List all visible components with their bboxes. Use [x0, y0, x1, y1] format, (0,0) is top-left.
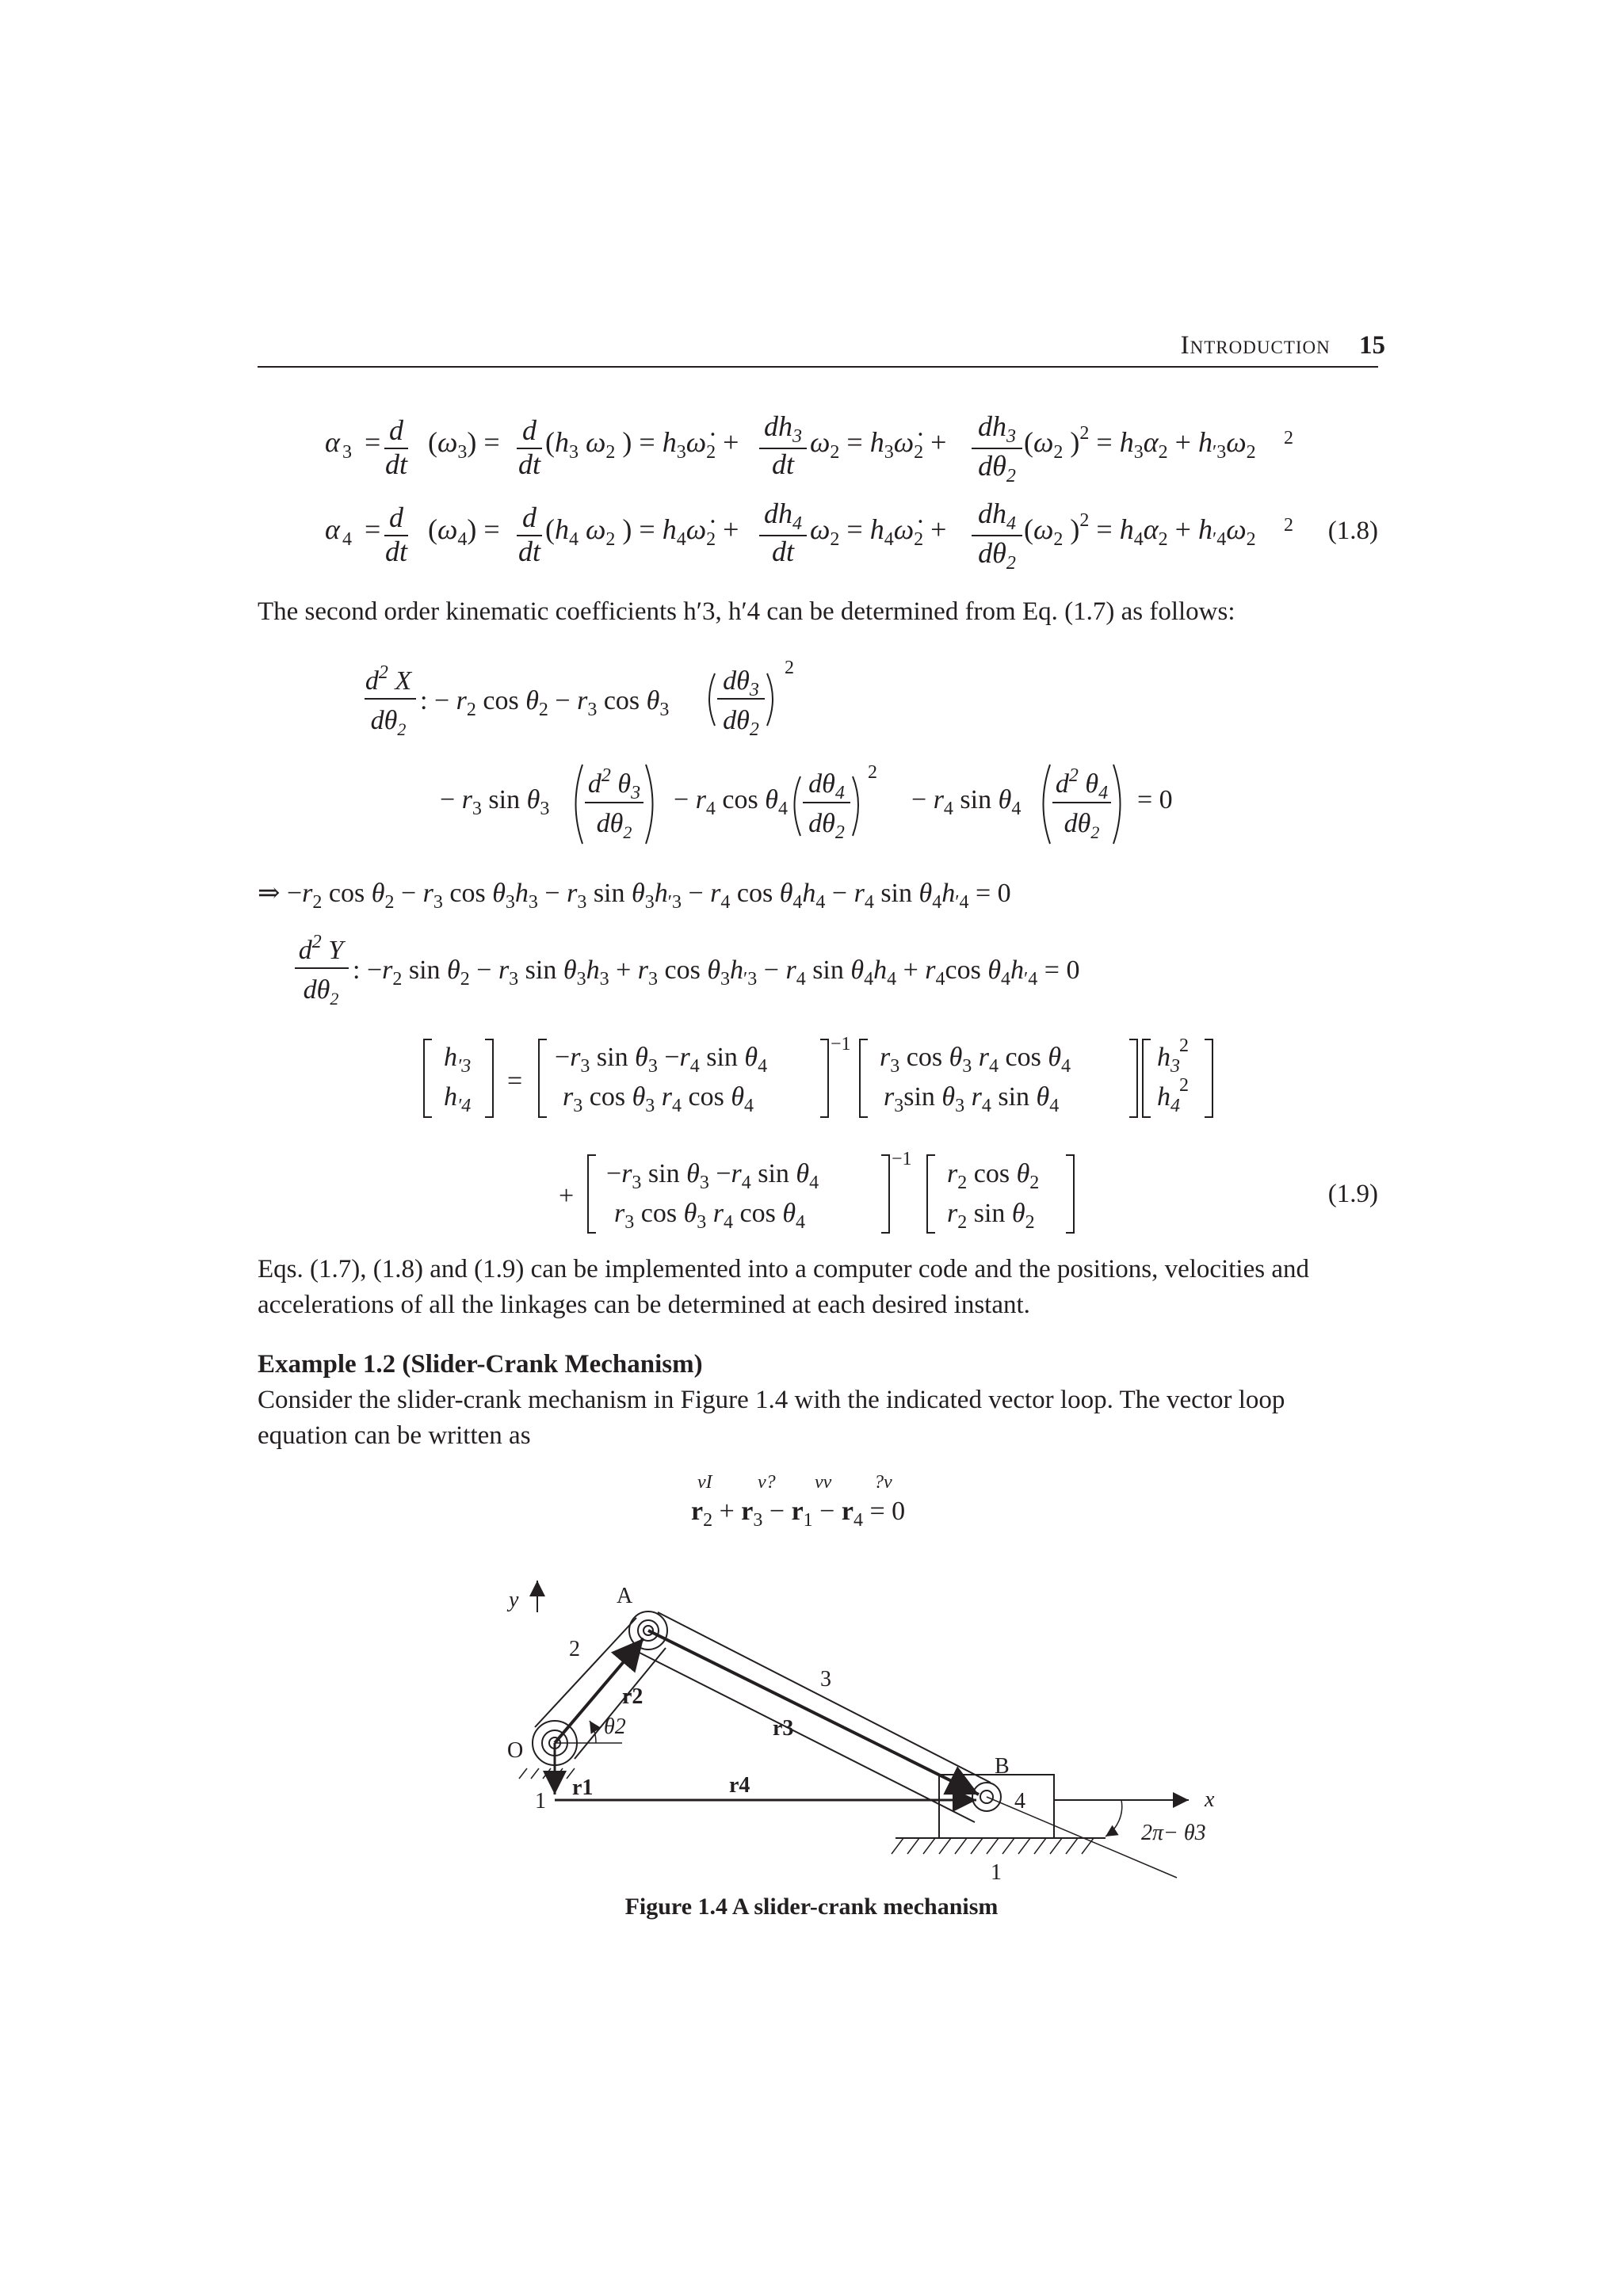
svg-text:dθ2: $d\theta_2$: [1064, 809, 1100, 842]
svg-text:−1: −1: [892, 1149, 912, 1169]
svg-text:d: d: [522, 414, 537, 446]
svg-text:=: =: [507, 1066, 523, 1096]
svg-text:2: 2: [1284, 515, 1293, 536]
svg-text:=: =: [365, 426, 381, 458]
label-B: B: [995, 1754, 1010, 1779]
svg-text:h4: $h_4$: [1157, 1082, 1180, 1116]
svg-text:dt: dt: [384, 448, 408, 480]
svg-text:r2 cos θ2: $r_2$ $\cos \theta_2$: [947, 1159, 1040, 1193]
svg-text:dθ3: $d\theta_3$: [723, 666, 759, 700]
svg-text:dt: dt: [771, 448, 795, 480]
label-ground-1-bottom: 1: [991, 1860, 1002, 1885]
svg-text:h′4: $h_{'4}$: [444, 1082, 472, 1116]
svg-text:α: α: [325, 513, 340, 545]
svg-text:r2 + r3 − r1 − r4 = 0: $r_2 + r_3 - r_1 - r_4 = 0$: [691, 1497, 906, 1529]
svg-text:dθ2: $d\theta_2$: [978, 537, 1016, 574]
svg-text:dt: dt: [517, 448, 541, 480]
label-link-3: 3: [820, 1667, 831, 1691]
svg-text:− r4 cos θ4: − $r_4$ $\cos \theta_4$: [674, 785, 788, 819]
svg-text:r3 cos θ3 r4 cos θ4: $r_3$ $\cos \theta_3$ $r_4$ $\cos \theta_4$: [563, 1082, 754, 1116]
svg-text:d2 X: $d^2$ X: [365, 662, 412, 696]
svg-text:h′3: $h_{'3}$: [444, 1043, 472, 1077]
svg-text:d2 θ4: $d^2$ $\theta_4$: [1055, 765, 1109, 803]
svg-text:(h4 ω2 ) = h4ω̇2 +: ($h_4$ $\omega_2$ ) = $h_4\omegȧ_2$ +: [545, 513, 739, 550]
svg-text:2: 2: [1179, 1075, 1189, 1096]
svg-text:d: d: [389, 502, 403, 533]
label-ground-1-left: 1: [535, 1789, 546, 1814]
svg-text:− r3 sin θ3: − $r_3$ $\sin \theta_3$: [440, 785, 550, 819]
svg-text:dt: dt: [384, 536, 408, 567]
label-y: y: [509, 1588, 519, 1612]
paragraph-kinematic-coefficients: The second order kinematic coefficients h′3, h′4 can be determined from Eq. (1.7) as follows:: [258, 597, 1235, 626]
page-number: 15: [1359, 331, 1385, 360]
svg-text:dt: dt: [517, 536, 541, 567]
section-title: Introduction: [1180, 331, 1331, 360]
svg-text:ω2 = h3ω̇2 +: $\omega_2$ = $h_3\omegȧ_2$ +: [810, 426, 947, 463]
svg-text:+: +: [559, 1181, 575, 1211]
svg-text:d: d: [389, 414, 403, 446]
label-link-4: 4: [1014, 1789, 1025, 1814]
vector-r3: [648, 1630, 979, 1794]
svg-text:= 0: = 0: [1137, 785, 1173, 814]
label-r2: r2: [622, 1684, 643, 1709]
label-theta2: θ2: [604, 1714, 626, 1739]
label-x: x: [1205, 1787, 1215, 1812]
svg-text:2: 2: [868, 762, 877, 783]
svg-text:−r3 sin θ3 −r4 sin θ4: $-r_3$ $\sin \theta_3$ $-r_4$ $\sin \theta_4$: [555, 1043, 768, 1077]
label-A: A: [617, 1584, 633, 1608]
svg-text:dθ2: $d\theta_2$: [370, 706, 407, 739]
svg-text:dθ2: $d\theta_2$: [978, 450, 1016, 486]
equation-number-1-9: (1.9): [1327, 1180, 1378, 1208]
svg-text:ω2 = h4ω̇2 +: $\omega_2$ = $h_4\omegȧ_2$ +: [810, 513, 947, 550]
svg-text:(ω4) =: $(\omega_4)$ =: [428, 513, 500, 550]
svg-text:−r3 sin θ3 −r4 sin θ4: $-r_3$ $\sin \theta_3$ $-r_4$ $\sin \theta_4$: [606, 1159, 819, 1193]
svg-text:: − r2 cos θ2 − r3 cos θ3: : − $r_2$ $\cos \theta_2 - r_3$ $\cos \theta_3$: [420, 686, 670, 720]
svg-text:: −r2 sin θ2 − r3 sin θ3h3: : $-r_2$ $\sin \theta_2 - r_3$ $\sin \theta_3h_3 + r_3$ $\cos \theta_3h_{'3} - r_4$ $\sin \theta_4h_4 + r_4\cos$ $\theta_4h_{'4} = 0$: [353, 955, 1080, 990]
label-2pi-theta3: 2π− θ3: [1141, 1821, 1206, 1845]
svg-text:dh3: $dh_3$: [978, 410, 1016, 447]
angle-arc-2pi-theta3: [1106, 1800, 1122, 1836]
svg-text:− r4 sin θ4: − $r_4$ $\sin \theta_4$: [911, 785, 1022, 819]
svg-text:(ω2 )2 = h3α2 + h′3ω2: ($\omega_2$ )$^2 = h_3\alpha_2 + h_{'3}\omega_2$: [1024, 423, 1256, 463]
svg-text:dh4: $dh_4$: [764, 498, 802, 534]
svg-text:d2 θ3: $d^2$ $\theta_3$: [587, 765, 641, 803]
svg-text:⇒ −r2 cos θ2 − r3 cos θ3h3: ⇒ $-r_2$ $\cos \theta_2 - r_3$ $\cos \theta_3h_3 - r_3$ $\sin \theta_3h_{'3} - r_4$ $\cos \theta_4h_4 - r_4$ $\sin \theta_4h_{'4} = 0$: [258, 879, 1011, 913]
annotation-r1: vv: [815, 1472, 832, 1493]
figure-caption: Figure 1.4 A slider-crank mechanism: [624, 1894, 999, 1920]
label-r4: r4: [729, 1773, 750, 1798]
annotation-r2: vI: [697, 1472, 712, 1493]
annotation-r3: v?: [758, 1472, 776, 1493]
equation-number-1-8: (1.8): [1327, 517, 1378, 545]
svg-text:2: 2: [785, 658, 794, 678]
example-title: Example 1.2 (Slider-Crank Mechanism): [258, 1350, 703, 1379]
svg-text:r3 cos θ3 r4 cos θ4: $r_3$ $\cos \theta_3$ $r_4$ $\cos \theta_4$: [614, 1199, 806, 1233]
paragraph-vector-loop: Consider the slider-crank mechanism in Figure 1.4 with the indicated vector loop. The vector loop equation can be written as: [258, 1386, 1285, 1450]
label-O: O: [507, 1738, 524, 1763]
svg-text:r3 cos θ3 r4 cos θ4: $r_3$ $\cos \theta_3$ $r_4$ $\cos \theta_4$: [880, 1043, 1071, 1077]
svg-text:dθ2: $d\theta_2$: [303, 975, 339, 1009]
label-r3: r3: [773, 1716, 794, 1741]
svg-text:h3: $h_3$: [1157, 1043, 1180, 1077]
crank-link-2: [535, 1618, 636, 1727]
svg-text:=: =: [365, 513, 381, 545]
annotation-r4: ?v: [874, 1472, 892, 1493]
svg-text:α: α: [325, 426, 340, 458]
svg-text:3: 3: [342, 442, 352, 463]
svg-text:dθ2: $d\theta_2$: [808, 809, 845, 843]
svg-text:(h3 ω2 ) = h3ω̇2 +: ($h_3$ $\omega_2$ ) = $h_3\omegȧ_2$ +: [545, 426, 739, 463]
svg-text:d: d: [522, 502, 537, 533]
svg-text:2: 2: [1179, 1035, 1189, 1056]
svg-text:2: 2: [1284, 428, 1293, 448]
svg-text:dt: dt: [771, 536, 795, 567]
paragraph-implementation: Eqs. (1.7), (1.8) and (1.9) can be implemented into a computer code and the positions, velocities and accelerations of all the linkages can be determined at each desired instant.: [258, 1255, 1309, 1319]
svg-text:4: 4: [342, 529, 352, 550]
svg-text:dθ4: $d\theta_4$: [808, 769, 845, 803]
label-r1: r1: [572, 1775, 594, 1800]
svg-text:r2 sin θ2: $r_2$ $\sin \theta_2$: [947, 1199, 1035, 1233]
svg-text:(ω3) =: $(\omega_3)$ =: [428, 426, 500, 463]
label-link-2: 2: [569, 1637, 580, 1661]
svg-text:d2 Y: $d^2$ Y: [298, 932, 344, 965]
svg-text:r3sin θ3 r4 sin θ4: $r_3\sin$ $\theta_3$ $r_4$ $\sin \theta_4$: [884, 1082, 1060, 1116]
svg-text:−1: −1: [831, 1034, 851, 1055]
coupler-link-3: [658, 1612, 991, 1783]
svg-text:dh3: $dh_3$: [764, 410, 802, 447]
svg-text:dθ2: $d\theta_2$: [596, 809, 632, 842]
svg-text:dθ2: $d\theta_2$: [723, 706, 759, 740]
svg-text:dh4: $dh_4$: [978, 498, 1016, 534]
svg-text:(ω2 )2 = h4α2 + h′4ω2: ($\omega_2$ )$^2 = h_4\alpha_2 + h_{'4}\omega_2$: [1024, 510, 1256, 550]
